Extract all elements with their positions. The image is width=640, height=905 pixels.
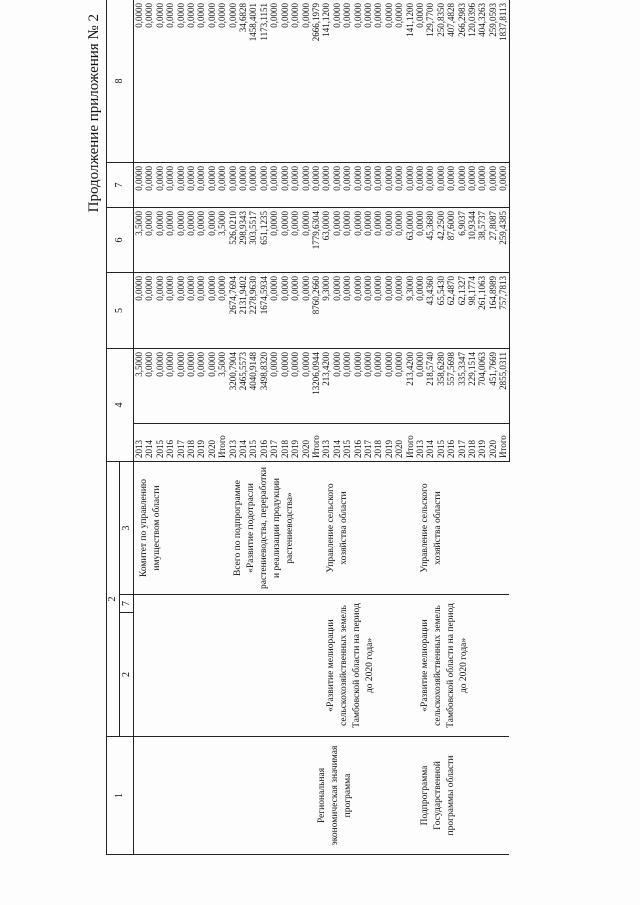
- year-cell: 2013: [415, 424, 425, 462]
- amount-cell: 0,0000: [165, 208, 175, 273]
- amount-cell: 62,4870: [446, 273, 456, 349]
- amount-cell: 0,0000: [207, 208, 217, 273]
- amount-cell: 303,5517: [248, 208, 258, 273]
- amount-cell: 0,0000: [384, 0, 394, 163]
- year-cell: 2013: [228, 424, 238, 462]
- year-cell: 2019: [196, 424, 206, 462]
- amount-cell: 0,0000: [353, 349, 363, 424]
- year-cell: 2016: [165, 424, 175, 462]
- amount-cell: 218,5740: [425, 349, 435, 424]
- amount-cell: 0,0000: [144, 349, 154, 424]
- amount-cell: 213,4200: [405, 349, 415, 424]
- amount-cell: 0,0000: [394, 273, 404, 349]
- year-cell: 2019: [384, 424, 394, 462]
- amount-cell: 0,0000: [280, 163, 290, 208]
- amount-cell: 0,0000: [290, 208, 300, 273]
- amount-cell: 0,0000: [332, 273, 342, 349]
- appendix-table: [106, 0, 510, 855]
- amount-cell: 9,3000: [321, 273, 331, 349]
- amount-cell: 3498,8320: [259, 349, 269, 424]
- amount-cell: 0,0000: [290, 273, 300, 349]
- amount-cell: 164,8989: [488, 273, 498, 349]
- amount-cell: 358,6280: [436, 349, 446, 424]
- amount-cell: 651,1235: [259, 208, 269, 273]
- amount-cell: 0,0000: [196, 163, 206, 208]
- amount-cell: 9,3000: [405, 273, 415, 349]
- amount-cell: 0,0000: [363, 349, 373, 424]
- amount-cell: 8760,2660: [311, 273, 321, 349]
- executor-cell: Управление сельского хозяйства области: [321, 462, 415, 595]
- year-cell: 2017: [176, 424, 186, 462]
- year-cell: 2015: [436, 424, 446, 462]
- year-cell: 2018: [467, 424, 477, 462]
- year-cell: 2014: [332, 424, 342, 462]
- amount-cell: 0,0000: [301, 273, 311, 349]
- amount-cell: 0,0000: [332, 208, 342, 273]
- amount-cell: 704,0063: [477, 349, 487, 424]
- amount-cell: 34,6828: [238, 0, 248, 163]
- amount-cell: 0,0000: [165, 0, 175, 163]
- amount-cell: 0,0000: [363, 163, 373, 208]
- amount-cell: 0,0000: [373, 0, 383, 163]
- amount-cell: 0,0000: [259, 163, 269, 208]
- year-cell: 2019: [477, 424, 487, 462]
- rotated-table-area: [86, 0, 612, 855]
- amount-cell: 0,0000: [155, 273, 165, 349]
- amount-cell: 0,0000: [405, 163, 415, 208]
- amount-cell: 0,0000: [155, 0, 165, 163]
- amount-cell: 0,0000: [373, 273, 383, 349]
- amount-cell: 0,0000: [342, 208, 352, 273]
- amount-cell: 0,0000: [196, 0, 206, 163]
- program-type-cell: Подпрограмма Государственной программы области: [415, 737, 509, 855]
- amount-cell: 42,2500: [436, 208, 446, 273]
- amount-cell: 0,0000: [415, 163, 425, 208]
- year-cell: 2020: [301, 424, 311, 462]
- amount-cell: 0,0000: [269, 208, 279, 273]
- amount-cell: 0,0000: [165, 273, 175, 349]
- year-cell: 2017: [363, 424, 373, 462]
- amount-cell: 0,0000: [384, 208, 394, 273]
- amount-cell: 141,1200: [321, 0, 331, 163]
- amount-cell: 45,3680: [425, 208, 435, 273]
- amount-cell: 0,0000: [394, 208, 404, 273]
- amount-cell: 0,0000: [332, 349, 342, 424]
- amount-cell: 0,0000: [186, 0, 196, 163]
- amount-cell: 404,3263: [477, 0, 487, 163]
- amount-cell: 0,0000: [301, 0, 311, 163]
- header-sub-7: 7: [120, 595, 134, 613]
- amount-cell: 259,0593: [488, 0, 498, 163]
- amount-cell: 0,0000: [155, 349, 165, 424]
- amount-cell: 0,0000: [311, 163, 321, 208]
- amount-cell: 4040,9148: [248, 349, 258, 424]
- amount-cell: 2131,9402: [238, 273, 248, 349]
- amount-cell: 0,0000: [155, 208, 165, 273]
- amount-cell: 87,6000: [446, 208, 456, 273]
- amount-cell: 0,0000: [290, 163, 300, 208]
- amount-cell: 0,0000: [290, 0, 300, 163]
- amount-cell: 0,0000: [207, 0, 217, 163]
- amount-cell: 0,0000: [207, 349, 217, 424]
- amount-cell: 3,5000: [217, 208, 227, 273]
- amount-cell: 1458,4001: [248, 0, 258, 163]
- amount-cell: 526,0210: [228, 208, 238, 273]
- header-col-5: 5: [107, 273, 134, 349]
- amount-cell: 0,0000: [165, 163, 175, 208]
- amount-cell: 13206,0944: [311, 349, 321, 424]
- amount-cell: 0,0000: [269, 349, 279, 424]
- amount-cell: 3,5000: [134, 208, 145, 273]
- amount-cell: 0,0000: [269, 273, 279, 349]
- amount-cell: 213,4200: [321, 349, 331, 424]
- amount-cell: 2674,7694: [228, 273, 238, 349]
- amount-cell: 0,0000: [415, 208, 425, 273]
- amount-cell: 0,0000: [332, 0, 342, 163]
- amount-cell: 0,0000: [394, 349, 404, 424]
- amount-cell: 0,0000: [415, 0, 425, 163]
- amount-cell: 3,5000: [217, 349, 227, 424]
- year-cell: 2014: [144, 424, 154, 462]
- amount-cell: 0,0000: [467, 163, 477, 208]
- year-cell: Итого: [405, 424, 415, 462]
- amount-cell: 407,4828: [446, 0, 456, 163]
- table-row: [134, 0, 145, 855]
- amount-cell: 0,0000: [217, 273, 227, 349]
- executor-cell: Комитет по управлению имуществом области: [134, 462, 228, 595]
- amount-cell: 0,0000: [207, 273, 217, 349]
- amount-cell: 0,0000: [394, 163, 404, 208]
- header-col-1: 1: [107, 737, 134, 855]
- amount-cell: 0,0000: [144, 273, 154, 349]
- program-type-cell: Региональная экономическая значимая программа: [134, 737, 415, 855]
- amount-cell: 1173,1151: [259, 0, 269, 163]
- amount-cell: 0,0000: [446, 163, 456, 208]
- amount-cell: 0,0000: [415, 273, 425, 349]
- year-cell: 2015: [155, 424, 165, 462]
- amount-cell: 0,0000: [301, 208, 311, 273]
- program-name-cell: «Развитие мелиорации сельскохозяйственных земель Тамбовской области на период до 2020 года»: [321, 595, 415, 737]
- amount-cell: 0,0000: [186, 349, 196, 424]
- amount-cell: 0,0000: [228, 163, 238, 208]
- year-cell: 2015: [248, 424, 258, 462]
- amount-cell: 0,0000: [269, 0, 279, 163]
- year-cell: 2016: [259, 424, 269, 462]
- year-cell: 2016: [446, 424, 456, 462]
- year-cell: Итого: [217, 424, 227, 462]
- amount-cell: 0,0000: [217, 0, 227, 163]
- amount-cell: 2278,9630: [248, 273, 258, 349]
- year-cell: 2014: [238, 424, 248, 462]
- year-cell: 2018: [280, 424, 290, 462]
- year-cell: 2020: [207, 424, 217, 462]
- amount-cell: 1837,8113: [498, 0, 509, 163]
- amount-cell: 0,0000: [301, 349, 311, 424]
- year-cell: Итого: [498, 424, 509, 462]
- amount-cell: 0,0000: [498, 163, 509, 208]
- amount-cell: 261,1063: [477, 273, 487, 349]
- amount-cell: 0,0000: [176, 208, 186, 273]
- header-sub-2: 2: [120, 613, 134, 737]
- amount-cell: 757,7813: [498, 273, 509, 349]
- year-cell: 2013: [134, 424, 145, 462]
- amount-cell: 298,9343: [238, 208, 248, 273]
- year-cell: 2017: [457, 424, 467, 462]
- year-cell: 2014: [425, 424, 435, 462]
- amount-cell: 38,5737: [477, 208, 487, 273]
- table-row: [415, 0, 425, 855]
- amount-cell: 0,0000: [301, 163, 311, 208]
- amount-cell: 0,0000: [488, 163, 498, 208]
- amount-cell: 0,0000: [373, 349, 383, 424]
- amount-cell: 10,9344: [467, 208, 477, 273]
- amount-cell: 2465,5573: [238, 349, 248, 424]
- year-cell: 2017: [269, 424, 279, 462]
- amount-cell: 0,0000: [342, 163, 352, 208]
- amount-cell: 250,8350: [436, 0, 446, 163]
- year-cell: 2015: [342, 424, 352, 462]
- amount-cell: 0,0000: [415, 349, 425, 424]
- year-cell: 2013: [321, 424, 331, 462]
- amount-cell: 0,0000: [280, 0, 290, 163]
- amount-cell: 120,0396: [467, 0, 477, 163]
- header-col-8: 8: [107, 0, 134, 163]
- amount-cell: 0,0000: [196, 273, 206, 349]
- amount-cell: 3200,7904: [228, 349, 238, 424]
- amount-cell: 0,0000: [248, 163, 258, 208]
- amount-cell: 0,0000: [363, 273, 373, 349]
- amount-cell: 0,0000: [425, 163, 435, 208]
- amount-cell: 0,0000: [207, 163, 217, 208]
- amount-cell: 0,0000: [134, 0, 145, 163]
- amount-cell: 0,0000: [165, 349, 175, 424]
- amount-cell: 0,0000: [186, 163, 196, 208]
- amount-cell: 0,0000: [176, 349, 186, 424]
- amount-cell: 0,0000: [134, 163, 145, 208]
- amount-cell: 0,0000: [384, 163, 394, 208]
- amount-cell: 6,9037: [457, 208, 467, 273]
- amount-cell: 259,4385: [498, 208, 509, 273]
- amount-cell: 98,1774: [467, 273, 477, 349]
- amount-cell: 0,0000: [186, 208, 196, 273]
- amount-cell: 27,8087: [488, 208, 498, 273]
- year-cell: Итого: [311, 424, 321, 462]
- executor-cell: Всего по подпрограмме «Развитие подотрасли растениеводства, переработки и реализации продукции растениеводства»: [228, 462, 322, 595]
- header-col-7: 7: [107, 163, 134, 208]
- amount-cell: 0,0000: [363, 208, 373, 273]
- amount-cell: 0,0000: [176, 0, 186, 163]
- amount-cell: 0,0000: [457, 163, 467, 208]
- amount-cell: 0,0000: [321, 163, 331, 208]
- amount-cell: 451,7669: [488, 349, 498, 424]
- table-body: [134, 0, 510, 855]
- amount-cell: 0,0000: [332, 163, 342, 208]
- amount-cell: 0,0000: [353, 0, 363, 163]
- program-name-cell: «Развитие мелиорации сельскохозяйственных земель Тамбовской области на период до 2020 года»: [415, 595, 509, 737]
- amount-cell: 0,0000: [196, 349, 206, 424]
- amount-cell: 0,0000: [269, 163, 279, 208]
- year-cell: 2020: [394, 424, 404, 462]
- year-cell: 2016: [353, 424, 363, 462]
- amount-cell: 63,0000: [321, 208, 331, 273]
- amount-cell: 0,0000: [196, 208, 206, 273]
- amount-cell: 0,0000: [353, 208, 363, 273]
- amount-cell: 0,0000: [155, 163, 165, 208]
- amount-cell: 335,3347: [457, 349, 467, 424]
- amount-cell: 0,0000: [144, 163, 154, 208]
- amount-cell: 0,0000: [144, 0, 154, 163]
- amount-cell: 0,0000: [342, 273, 352, 349]
- amount-cell: 2666,1979: [311, 0, 321, 163]
- year-cell: 2020: [488, 424, 498, 462]
- amount-cell: 0,0000: [477, 163, 487, 208]
- amount-cell: 0,0000: [373, 163, 383, 208]
- amount-cell: 0,0000: [353, 273, 363, 349]
- amount-cell: 0,0000: [217, 163, 227, 208]
- amount-cell: 0,0000: [436, 163, 446, 208]
- amount-cell: 1779,6304: [311, 208, 321, 273]
- table-row: [321, 0, 331, 855]
- amount-cell: 0,0000: [134, 273, 145, 349]
- amount-cell: 0,0000: [176, 273, 186, 349]
- executor-cell: Управление сельского хозяйства области: [415, 462, 509, 595]
- amount-cell: 557,5698: [446, 349, 456, 424]
- amount-cell: 2855,0311: [498, 349, 509, 424]
- amount-cell: 0,0000: [353, 163, 363, 208]
- year-cell: 2019: [290, 424, 300, 462]
- amount-cell: 0,0000: [144, 208, 154, 273]
- amount-cell: 62,1327: [457, 273, 467, 349]
- header-sub-3: 3: [120, 462, 134, 595]
- amount-cell: 0,0000: [280, 349, 290, 424]
- amount-cell: 65,5430: [436, 273, 446, 349]
- program-name-cell: [134, 595, 322, 737]
- amount-cell: 0,0000: [384, 273, 394, 349]
- amount-cell: 0,0000: [228, 0, 238, 163]
- amount-cell: 229,1514: [467, 349, 477, 424]
- amount-cell: 43,4360: [425, 273, 435, 349]
- amount-cell: 0,0000: [238, 163, 248, 208]
- header-col-4: 4: [107, 349, 134, 462]
- page-caption: Продолжение приложения № 2: [86, 14, 102, 213]
- amount-cell: 0,0000: [373, 208, 383, 273]
- amount-cell: 141,1200: [405, 0, 415, 163]
- year-cell: 2018: [186, 424, 196, 462]
- header-row-top: [107, 0, 120, 855]
- amount-cell: 0,0000: [342, 349, 352, 424]
- amount-cell: 0,0000: [186, 273, 196, 349]
- header-col-6: 6: [107, 208, 134, 273]
- amount-cell: 0,0000: [384, 349, 394, 424]
- amount-cell: 3,5000: [134, 349, 145, 424]
- amount-cell: 266,2983: [457, 0, 467, 163]
- amount-cell: 63,0000: [405, 208, 415, 273]
- amount-cell: 0,0000: [280, 208, 290, 273]
- amount-cell: 129,7700: [425, 0, 435, 163]
- amount-cell: 0,0000: [280, 273, 290, 349]
- amount-cell: 0,0000: [342, 0, 352, 163]
- amount-cell: 0,0000: [176, 163, 186, 208]
- amount-cell: 0,0000: [290, 349, 300, 424]
- amount-cell: 0,0000: [363, 0, 373, 163]
- amount-cell: 0,0000: [394, 0, 404, 163]
- amount-cell: 1674,5934: [259, 273, 269, 349]
- year-cell: 2018: [373, 424, 383, 462]
- header-col-2: 2: [107, 462, 120, 737]
